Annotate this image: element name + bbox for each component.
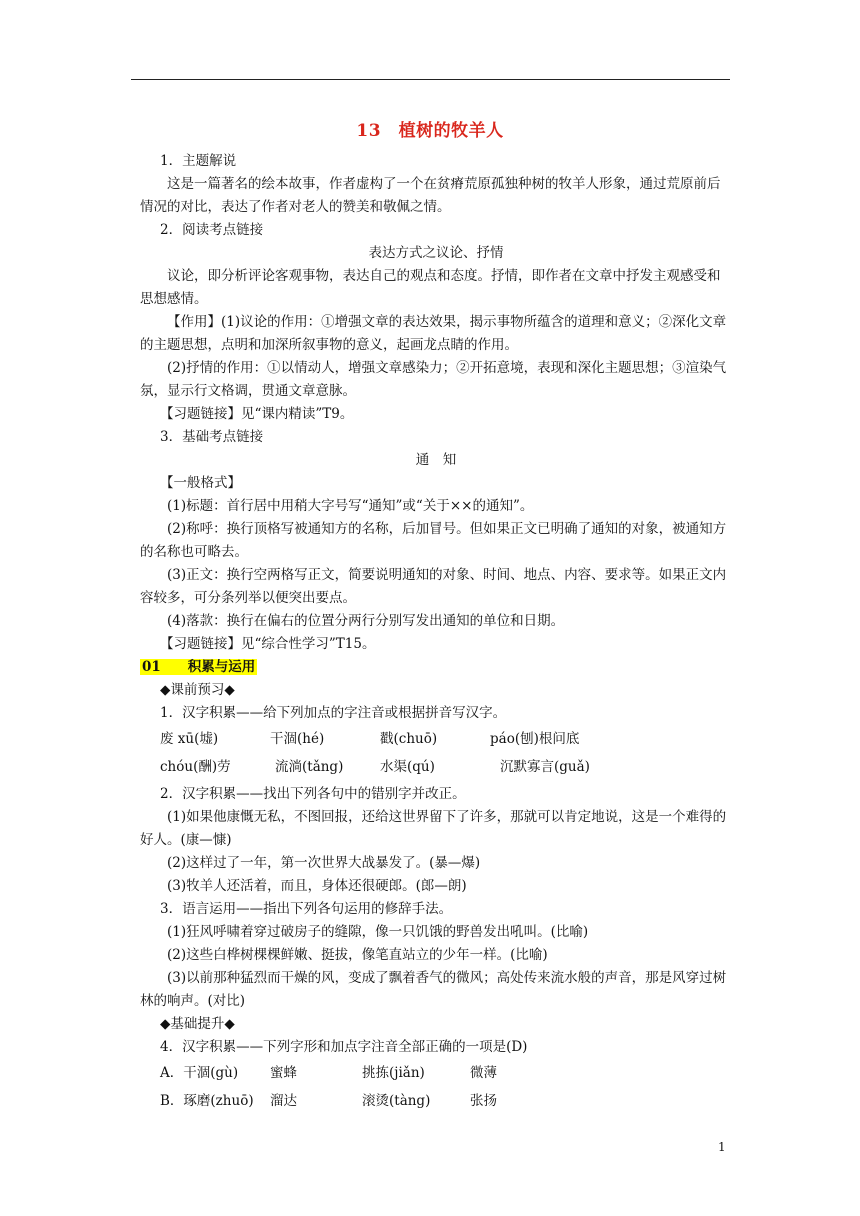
preview-heading: ◆课前预习◆ — [160, 682, 235, 698]
section-label — [140, 656, 732, 679]
section-label-text: 01 积累与运用 — [142, 659, 256, 675]
question-3: 3．语言运用——指出下列各句运用的修辞手法。 — [160, 901, 453, 917]
pinyin-item: 戳(chuō) — [380, 731, 438, 747]
option-item: 滚烫(tàng) — [362, 1093, 431, 1109]
subheading-notice: 通 知 — [415, 452, 457, 468]
heading-basic: 3．基础考点链接 — [160, 429, 264, 445]
paragraph-definition: 议论，即分析评论客观事物，表达自己的观点和态度。抒情，即作者在文章中抒发主观感受和思想感情。 — [140, 268, 721, 307]
pinyin-item: 干涸(hé) — [270, 731, 325, 747]
question-2-item-3: (3)牧羊人还活着，而且，身体还很硬郎。(郎—朗) — [167, 878, 467, 894]
exercise-link-2: 【习题链接】见“综合性学习”T15。 — [160, 636, 376, 652]
format-title: (1)标题：首行居中用稍大字号写“通知”或“关于××的通知”。 — [167, 498, 534, 514]
pinyin-item: 流淌(tǎng) — [275, 759, 344, 775]
heading-reading: 2．阅读考点链接 — [160, 222, 264, 238]
pinyin-item: 沉默寡言(guǎ) — [500, 759, 590, 775]
subheading-expression: 表达方式之议论、抒情 — [368, 245, 504, 261]
pinyin-item: 废 xū(墟) — [160, 731, 219, 747]
option-item: B．琢磨(zhuō) — [160, 1093, 254, 1109]
question-2-item-2: (2)这样过了一年，第一次世界大战暴发了。(暴—爆) — [167, 855, 481, 871]
option-item: 微薄 — [470, 1065, 497, 1081]
question-2-item-1: (1)如果他康慨无私，不图回报，还给这世界留下了许多，那就可以肯定地说，这是一个难得的好人。(康—慷) — [140, 809, 727, 848]
question-3-item-3: (3)以前那种猛烈而干燥的风，变成了飘着香气的微风；高处传来流水般的声音，那是风穿过树林的响声。(对比) — [140, 970, 727, 1009]
question-2: 2．汉字积累——找出下列各句中的错别字并改正。 — [160, 786, 466, 802]
option-a-row — [140, 1062, 732, 1085]
paragraph-theme: 这是一篇著名的绘本故事，作者虚构了一个在贫瘠荒原孤独种树的牧羊人形象，通过荒原前后情况的对比，表达了作者对老人的赞美和敬佩之情。 — [140, 176, 721, 215]
question-3-item-2: (2)这些白桦树棵棵鲜嫩、挺拔，像笔直站立的少年一样。(比喻) — [167, 947, 548, 963]
pinyin-item: 水渠(qú) — [380, 759, 435, 775]
format-salutation: (2)称呼：换行顶格写被通知方的名称，后加冒号。但如果正文已明确了通知的对象，被通知方的名称也可略去。 — [140, 521, 727, 560]
paragraph-function-2: (2)抒情的作用：①以情动人，增强文章感染力；②开拓意境，表现和深化主题思想；③渲染气氛，显示行文格调，贯通文章意脉。 — [140, 360, 727, 399]
pinyin-row-1 — [140, 728, 732, 751]
option-item: 蜜蜂 — [270, 1065, 297, 1081]
question-3-item-1: (1)狂风呼啸着穿过破房子的缝隙，像一只饥饿的野兽发出吼叫。(比喻) — [167, 924, 589, 940]
general-format-label: 【一般格式】 — [160, 475, 241, 491]
page-title: 13 植树的牧羊人 — [356, 121, 504, 141]
option-item: 张扬 — [470, 1093, 497, 1109]
pinyin-row-2 — [140, 756, 732, 779]
improve-heading: ◆基础提升◆ — [160, 1016, 235, 1032]
paragraph-function-1: 【作用】(1)议论的作用：①增强文章的表达效果，揭示事物所蕴含的道理和意义；②深化文章的主题思想，点明和加深所叙事物的意义，起画龙点睛的作用。 — [140, 314, 727, 353]
question-4: 4．汉字积累——下列字形和加点字注音全部正确的一项是(D) — [160, 1039, 528, 1055]
pinyin-item: chóu(酬)劳 — [160, 759, 231, 775]
header-rule — [131, 79, 730, 80]
option-b-row — [140, 1090, 732, 1113]
option-item: 溜达 — [270, 1093, 297, 1109]
page-number: 1 — [718, 1140, 726, 1154]
question-1: 1．汉字积累——给下列加点的字注音或根据拼音写汉字。 — [160, 705, 507, 721]
pinyin-item: páo(刨)根问底 — [490, 731, 580, 747]
option-item: A．干涸(gù) — [160, 1065, 239, 1081]
exercise-link-1: 【习题链接】见“课内精读”T9。 — [160, 406, 354, 422]
format-body: (3)正文：换行空两格写正文，简要说明通知的对象、时间、地点、内容、要求等。如果正文内容较多，可分条列举以便突出要点。 — [140, 567, 727, 606]
document-body — [140, 150, 732, 1113]
option-item: 挑拣(jiǎn) — [362, 1065, 425, 1081]
format-signature: (4)落款：换行在偏右的位置分两行分别写发出通知的单位和日期。 — [167, 613, 565, 629]
heading-theme: 1．主题解说 — [160, 153, 237, 169]
